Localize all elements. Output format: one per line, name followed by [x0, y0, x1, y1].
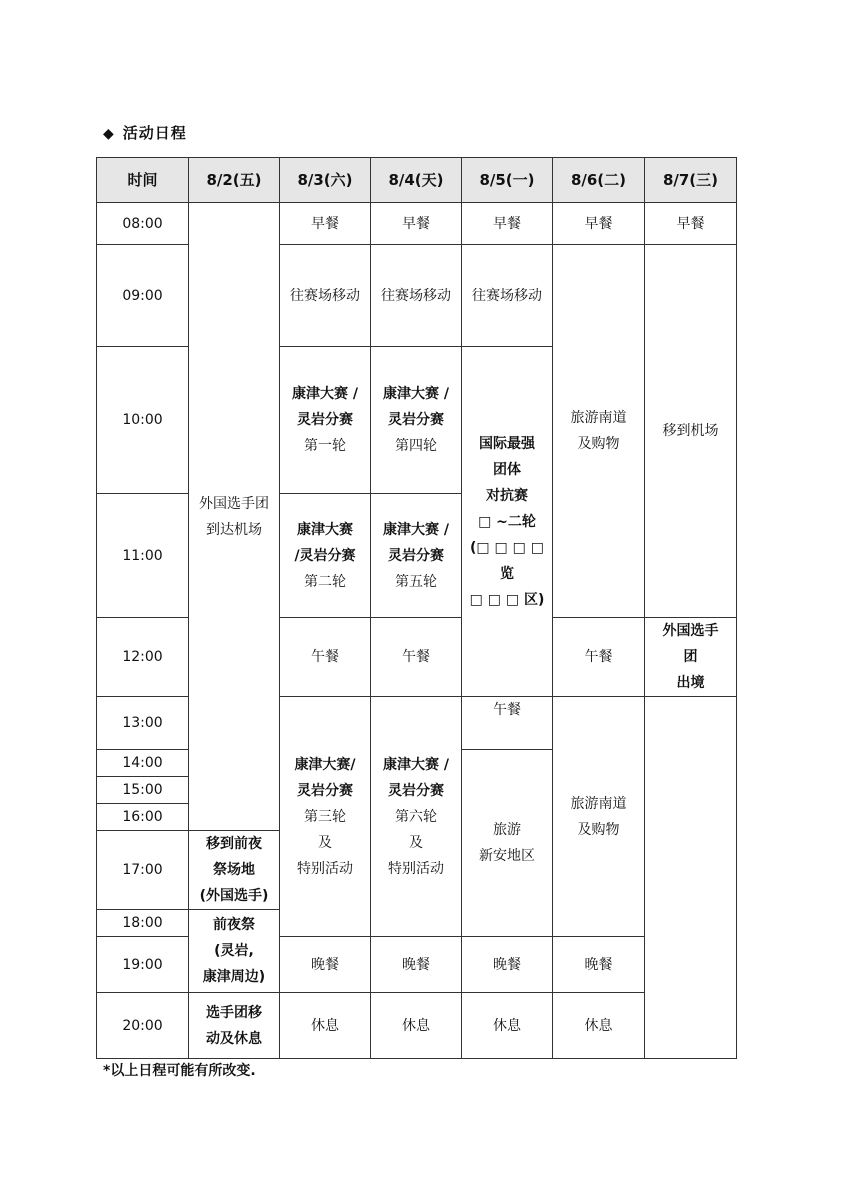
time-cell: 14:00 — [97, 750, 189, 777]
cell-line: (灵岩, — [214, 943, 254, 959]
time-cell: 18:00 — [97, 910, 189, 937]
cell-line: 祭场地 — [213, 862, 255, 878]
cell-line: 第五轮 — [395, 573, 437, 590]
dinner-cell: 晚餐 — [280, 937, 371, 993]
cell-line: 康津大赛 / — [292, 386, 358, 402]
header-day-4: 8/5(一) — [462, 158, 553, 203]
cell-line: 旅游南道 — [570, 410, 627, 426]
time-cell: 17:00 — [97, 831, 189, 910]
cell-line: (外国选手) — [199, 888, 269, 904]
time-cell: 15:00 — [97, 777, 189, 804]
dinner-cell: 晚餐 — [371, 937, 462, 993]
cell-line: 团体 — [493, 461, 521, 478]
section-title-text: 活动日程 — [122, 124, 187, 142]
cell-line: 旅游南道 — [570, 795, 627, 812]
cell-line: 特别活动 — [297, 860, 353, 877]
cell-line: 动及休息 — [206, 1030, 262, 1047]
cell-line: 国际最强 — [479, 435, 535, 452]
header-day-1: 8/2(五) — [189, 158, 280, 203]
rest-cell: 休息 — [553, 993, 645, 1059]
cell-line: 灵岩分赛 — [297, 782, 353, 799]
cell-line: 及购物 — [577, 436, 620, 452]
team-rest-cell — [189, 993, 280, 1059]
rest-cell: 休息 — [462, 993, 553, 1059]
cell-line: 外国选手 — [662, 623, 719, 639]
cell-line: 灵岩分赛 — [388, 547, 444, 564]
round-2-cell — [280, 494, 371, 618]
cell-line: 康津大赛 / — [383, 756, 449, 773]
breakfast-cell: 早餐 — [553, 203, 645, 245]
move-eve-venue-cell — [189, 831, 280, 910]
cell-line: 新安地区 — [479, 848, 535, 864]
tour-xinan-cell — [462, 750, 553, 937]
schedule-table — [96, 157, 737, 1059]
cell-line: 及 — [318, 834, 332, 851]
time-cell: 11:00 — [97, 494, 189, 618]
time-cell: 12:00 — [97, 618, 189, 697]
time-cell: 19:00 — [97, 937, 189, 993]
time-cell: 10:00 — [97, 347, 189, 494]
rest-cell: 休息 — [371, 993, 462, 1059]
breakfast-cell: 早餐 — [280, 203, 371, 245]
cell-line: 团 — [683, 649, 698, 665]
round-6-cell — [371, 697, 462, 937]
tour-nandao-cell — [553, 245, 645, 618]
cell-line: □ ~二轮 — [478, 513, 536, 530]
cell-line: 第二轮 — [304, 573, 346, 590]
cell-line: 第三轮 — [304, 808, 346, 825]
cell-line: 康津周边) — [202, 969, 266, 985]
table-row — [97, 993, 737, 1059]
move-venue-cell: 往赛场移动 — [462, 245, 553, 347]
lunch-cell: 午餐 — [553, 618, 645, 697]
depart-cell — [645, 618, 737, 697]
cell-line: 旅游 — [493, 822, 521, 838]
move-airport-cell: 移到机场 — [645, 245, 737, 618]
cell-line: (□ □ □ □ — [470, 539, 544, 556]
cell-line: 灵岩分赛 — [388, 782, 444, 799]
footnote: *以上日程可能有所改变. — [103, 1063, 256, 1079]
cell-line: 第六轮 — [395, 808, 437, 825]
cell-line: 外国选手团 — [199, 495, 269, 512]
header-day-3: 8/4(天) — [371, 158, 462, 203]
header-time: 时间 — [97, 158, 189, 203]
time-cell: 09:00 — [97, 245, 189, 347]
round-3-cell — [280, 697, 371, 937]
cell-line: 第一轮 — [304, 438, 346, 454]
breakfast-cell: 早餐 — [462, 203, 553, 245]
move-venue-cell: 往赛场移动 — [371, 245, 462, 347]
breakfast-cell: 早餐 — [371, 203, 462, 245]
cell-line: 到达机场 — [206, 521, 262, 538]
round-5-cell — [371, 494, 462, 618]
diamond-bullet-icon: ◆ — [103, 126, 115, 142]
cell-line: 及 — [409, 834, 423, 851]
cell-line: 灵岩分赛 — [297, 412, 353, 428]
cell-line: 对抗赛 — [486, 487, 528, 504]
cell-line: 康津大赛 / — [383, 521, 449, 538]
cell-line: 第四轮 — [395, 438, 437, 454]
rest-cell: 休息 — [280, 993, 371, 1059]
cell-line: 康津大赛 — [297, 521, 353, 538]
header-day-5: 8/6(二) — [553, 158, 645, 203]
cell-line: 康津大赛/ — [294, 756, 356, 773]
time-cell: 16:00 — [97, 804, 189, 831]
cell-line: 康津大赛 / — [383, 386, 449, 402]
team-match-cell — [462, 347, 553, 697]
eve-festival-cell — [189, 910, 280, 993]
cell-line: 及购物 — [577, 821, 620, 838]
cell-line: /灵岩分赛 — [294, 547, 356, 564]
cell-line: 出境 — [676, 675, 705, 691]
cell-line: 移到前夜 — [206, 836, 262, 852]
table-row — [97, 203, 737, 245]
lunch-cell: 午餐 — [280, 618, 371, 697]
time-cell: 20:00 — [97, 993, 189, 1059]
time-cell: 13:00 — [97, 697, 189, 750]
round-1-cell — [280, 347, 371, 494]
cell-line: □ □ □ 区) — [469, 591, 545, 608]
cell-line: 览 — [500, 565, 514, 582]
empty-cell — [645, 697, 737, 1059]
tour-nandao-cell — [553, 697, 645, 937]
cell-line: 前夜祭 — [213, 917, 255, 933]
header-day-6: 8/7(三) — [645, 158, 737, 203]
arrival-cell — [189, 203, 280, 831]
round-4-cell — [371, 347, 462, 494]
lunch-cell: 午餐 — [371, 618, 462, 697]
breakfast-cell: 早餐 — [645, 203, 737, 245]
dinner-cell: 晚餐 — [462, 937, 553, 993]
header-day-2: 8/3(六) — [280, 158, 371, 203]
header-row — [97, 158, 737, 203]
dinner-cell: 晚餐 — [553, 937, 645, 993]
section-title — [103, 122, 187, 143]
time-cell: 08:00 — [97, 203, 189, 245]
cell-line: 选手团移 — [206, 1004, 262, 1021]
cell-line: 灵岩分赛 — [388, 412, 444, 428]
move-venue-cell: 往赛场移动 — [280, 245, 371, 347]
lunch-cell: 午餐 — [462, 697, 553, 750]
cell-line: 特别活动 — [388, 860, 444, 877]
